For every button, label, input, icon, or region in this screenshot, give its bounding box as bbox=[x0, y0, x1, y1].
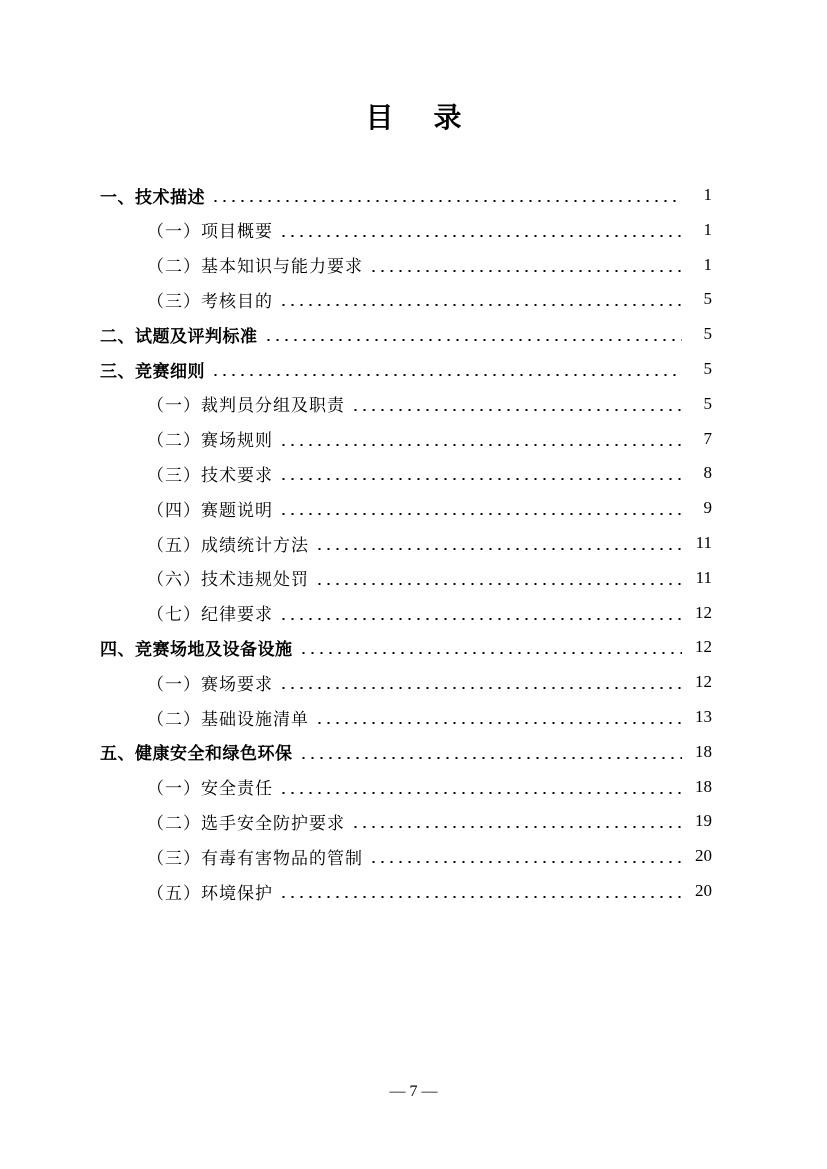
toc-entry[interactable] bbox=[100, 632, 712, 662]
toc-entry[interactable] bbox=[147, 250, 712, 280]
toc-entry-label: （五）成绩统计方法 bbox=[147, 535, 309, 556]
toc-entry[interactable] bbox=[100, 737, 712, 767]
toc-entry-label: 五、健康安全和绿色环保 bbox=[100, 744, 293, 765]
toc-entry[interactable] bbox=[100, 180, 712, 210]
toc-entry[interactable] bbox=[147, 841, 712, 871]
toc-entry-page: 11 bbox=[695, 567, 712, 587]
toc-dot-leader bbox=[279, 478, 682, 480]
toc-entry-label: （二）基本知识与能力要求 bbox=[147, 257, 363, 278]
toc-entry-page: 5 bbox=[703, 289, 712, 309]
toc-entry[interactable] bbox=[100, 319, 712, 349]
toc-entry[interactable] bbox=[147, 667, 712, 697]
toc-dot-leader bbox=[264, 339, 683, 341]
toc-dot-leader bbox=[279, 304, 682, 306]
toc-dot-leader bbox=[211, 200, 682, 202]
toc-entry-label: （六）技术违规处罚 bbox=[147, 570, 309, 591]
toc-dot-leader bbox=[315, 548, 682, 550]
toc-entry-label: （五）环境保护 bbox=[147, 883, 273, 904]
toc-dot-leader bbox=[369, 861, 682, 863]
toc-dot-leader bbox=[211, 374, 682, 376]
toc-entry-label: （四）赛题说明 bbox=[147, 500, 273, 521]
toc-entry[interactable] bbox=[147, 215, 712, 245]
page-number-footer: — 7 — bbox=[389, 1083, 438, 1100]
toc-entry-label: （二）赛场规则 bbox=[147, 431, 273, 452]
toc-entry-label: （三）有毒有害物品的管制 bbox=[147, 848, 363, 869]
toc-entry-page: 18 bbox=[695, 776, 712, 796]
toc-entry-label: （三）技术要求 bbox=[147, 465, 273, 486]
toc-entry-label: 三、竞赛细则 bbox=[100, 361, 205, 382]
toc-entry-label: 二、试题及评判标准 bbox=[100, 326, 258, 347]
toc-entry[interactable] bbox=[100, 354, 712, 384]
toc-entry-label: （一）安全责任 bbox=[147, 779, 273, 800]
toc-entry-label: （二）选手安全防护要求 bbox=[147, 813, 345, 834]
toc-dot-leader bbox=[369, 270, 682, 272]
toc-entry-page: 1 bbox=[703, 254, 712, 274]
toc-entry-page: 11 bbox=[695, 533, 712, 552]
page-title: 目录 bbox=[365, 101, 502, 134]
toc-entry-page: 19 bbox=[695, 811, 712, 831]
toc-entry-page: 1 bbox=[703, 185, 712, 204]
toc-entry-page: 8 bbox=[703, 463, 712, 483]
toc-entry[interactable] bbox=[147, 702, 712, 732]
toc-entry-label: （一）项目概要 bbox=[147, 222, 273, 243]
toc-entry-page: 12 bbox=[695, 637, 712, 657]
toc-entry-label: （一）裁判员分组及职责 bbox=[147, 396, 345, 417]
toc-entry-label: 一、技术描述 bbox=[100, 187, 205, 208]
toc-entry-label: （三）考核目的 bbox=[147, 291, 273, 312]
toc-entry[interactable] bbox=[147, 493, 712, 523]
toc-entry[interactable] bbox=[147, 528, 712, 558]
toc-dot-leader bbox=[279, 513, 682, 515]
toc-entry[interactable] bbox=[147, 876, 712, 906]
toc-dot-leader bbox=[279, 444, 682, 446]
toc-dot-leader bbox=[299, 757, 683, 759]
toc-entry-label: 四、竞赛场地及设备设施 bbox=[100, 639, 293, 660]
toc-entry-page: 5 bbox=[703, 359, 712, 378]
toc-entry-page: 9 bbox=[703, 498, 712, 518]
toc-entry[interactable] bbox=[147, 598, 712, 628]
toc-entry[interactable] bbox=[147, 389, 712, 419]
toc-entry[interactable] bbox=[147, 563, 712, 593]
toc-entry[interactable] bbox=[147, 458, 712, 488]
toc-dot-leader bbox=[279, 235, 682, 237]
toc-entry-page: 5 bbox=[703, 393, 712, 413]
toc-dot-leader bbox=[279, 792, 682, 794]
toc-entry-label: （七）纪律要求 bbox=[147, 605, 273, 626]
toc-entry-page: 5 bbox=[703, 324, 712, 344]
toc-entry-page: 12 bbox=[695, 602, 712, 622]
toc-entry-page: 12 bbox=[695, 672, 712, 692]
toc-dot-leader bbox=[279, 687, 682, 689]
toc-entry-page: 20 bbox=[695, 881, 712, 900]
toc-entry-page: 1 bbox=[703, 219, 712, 239]
toc-dot-leader bbox=[279, 618, 682, 620]
toc-dot-leader bbox=[315, 583, 682, 585]
toc-entry-page: 18 bbox=[695, 741, 712, 761]
toc-entry-page: 7 bbox=[703, 428, 712, 448]
toc-entry[interactable] bbox=[147, 806, 712, 836]
toc-dot-leader bbox=[315, 722, 682, 724]
toc-dot-leader bbox=[351, 409, 682, 411]
toc-entry-page: 13 bbox=[695, 707, 712, 726]
toc-entry[interactable] bbox=[147, 772, 712, 802]
toc-dot-leader bbox=[299, 652, 683, 654]
toc-entry[interactable] bbox=[147, 284, 712, 314]
toc-dot-leader bbox=[351, 826, 682, 828]
toc-dot-leader bbox=[279, 896, 682, 898]
toc-entry-label: （一）赛场要求 bbox=[147, 674, 273, 695]
toc-entry[interactable] bbox=[147, 424, 712, 454]
toc-entry-label: （二）基础设施清单 bbox=[147, 709, 309, 730]
toc-entry-page: 20 bbox=[695, 846, 712, 866]
